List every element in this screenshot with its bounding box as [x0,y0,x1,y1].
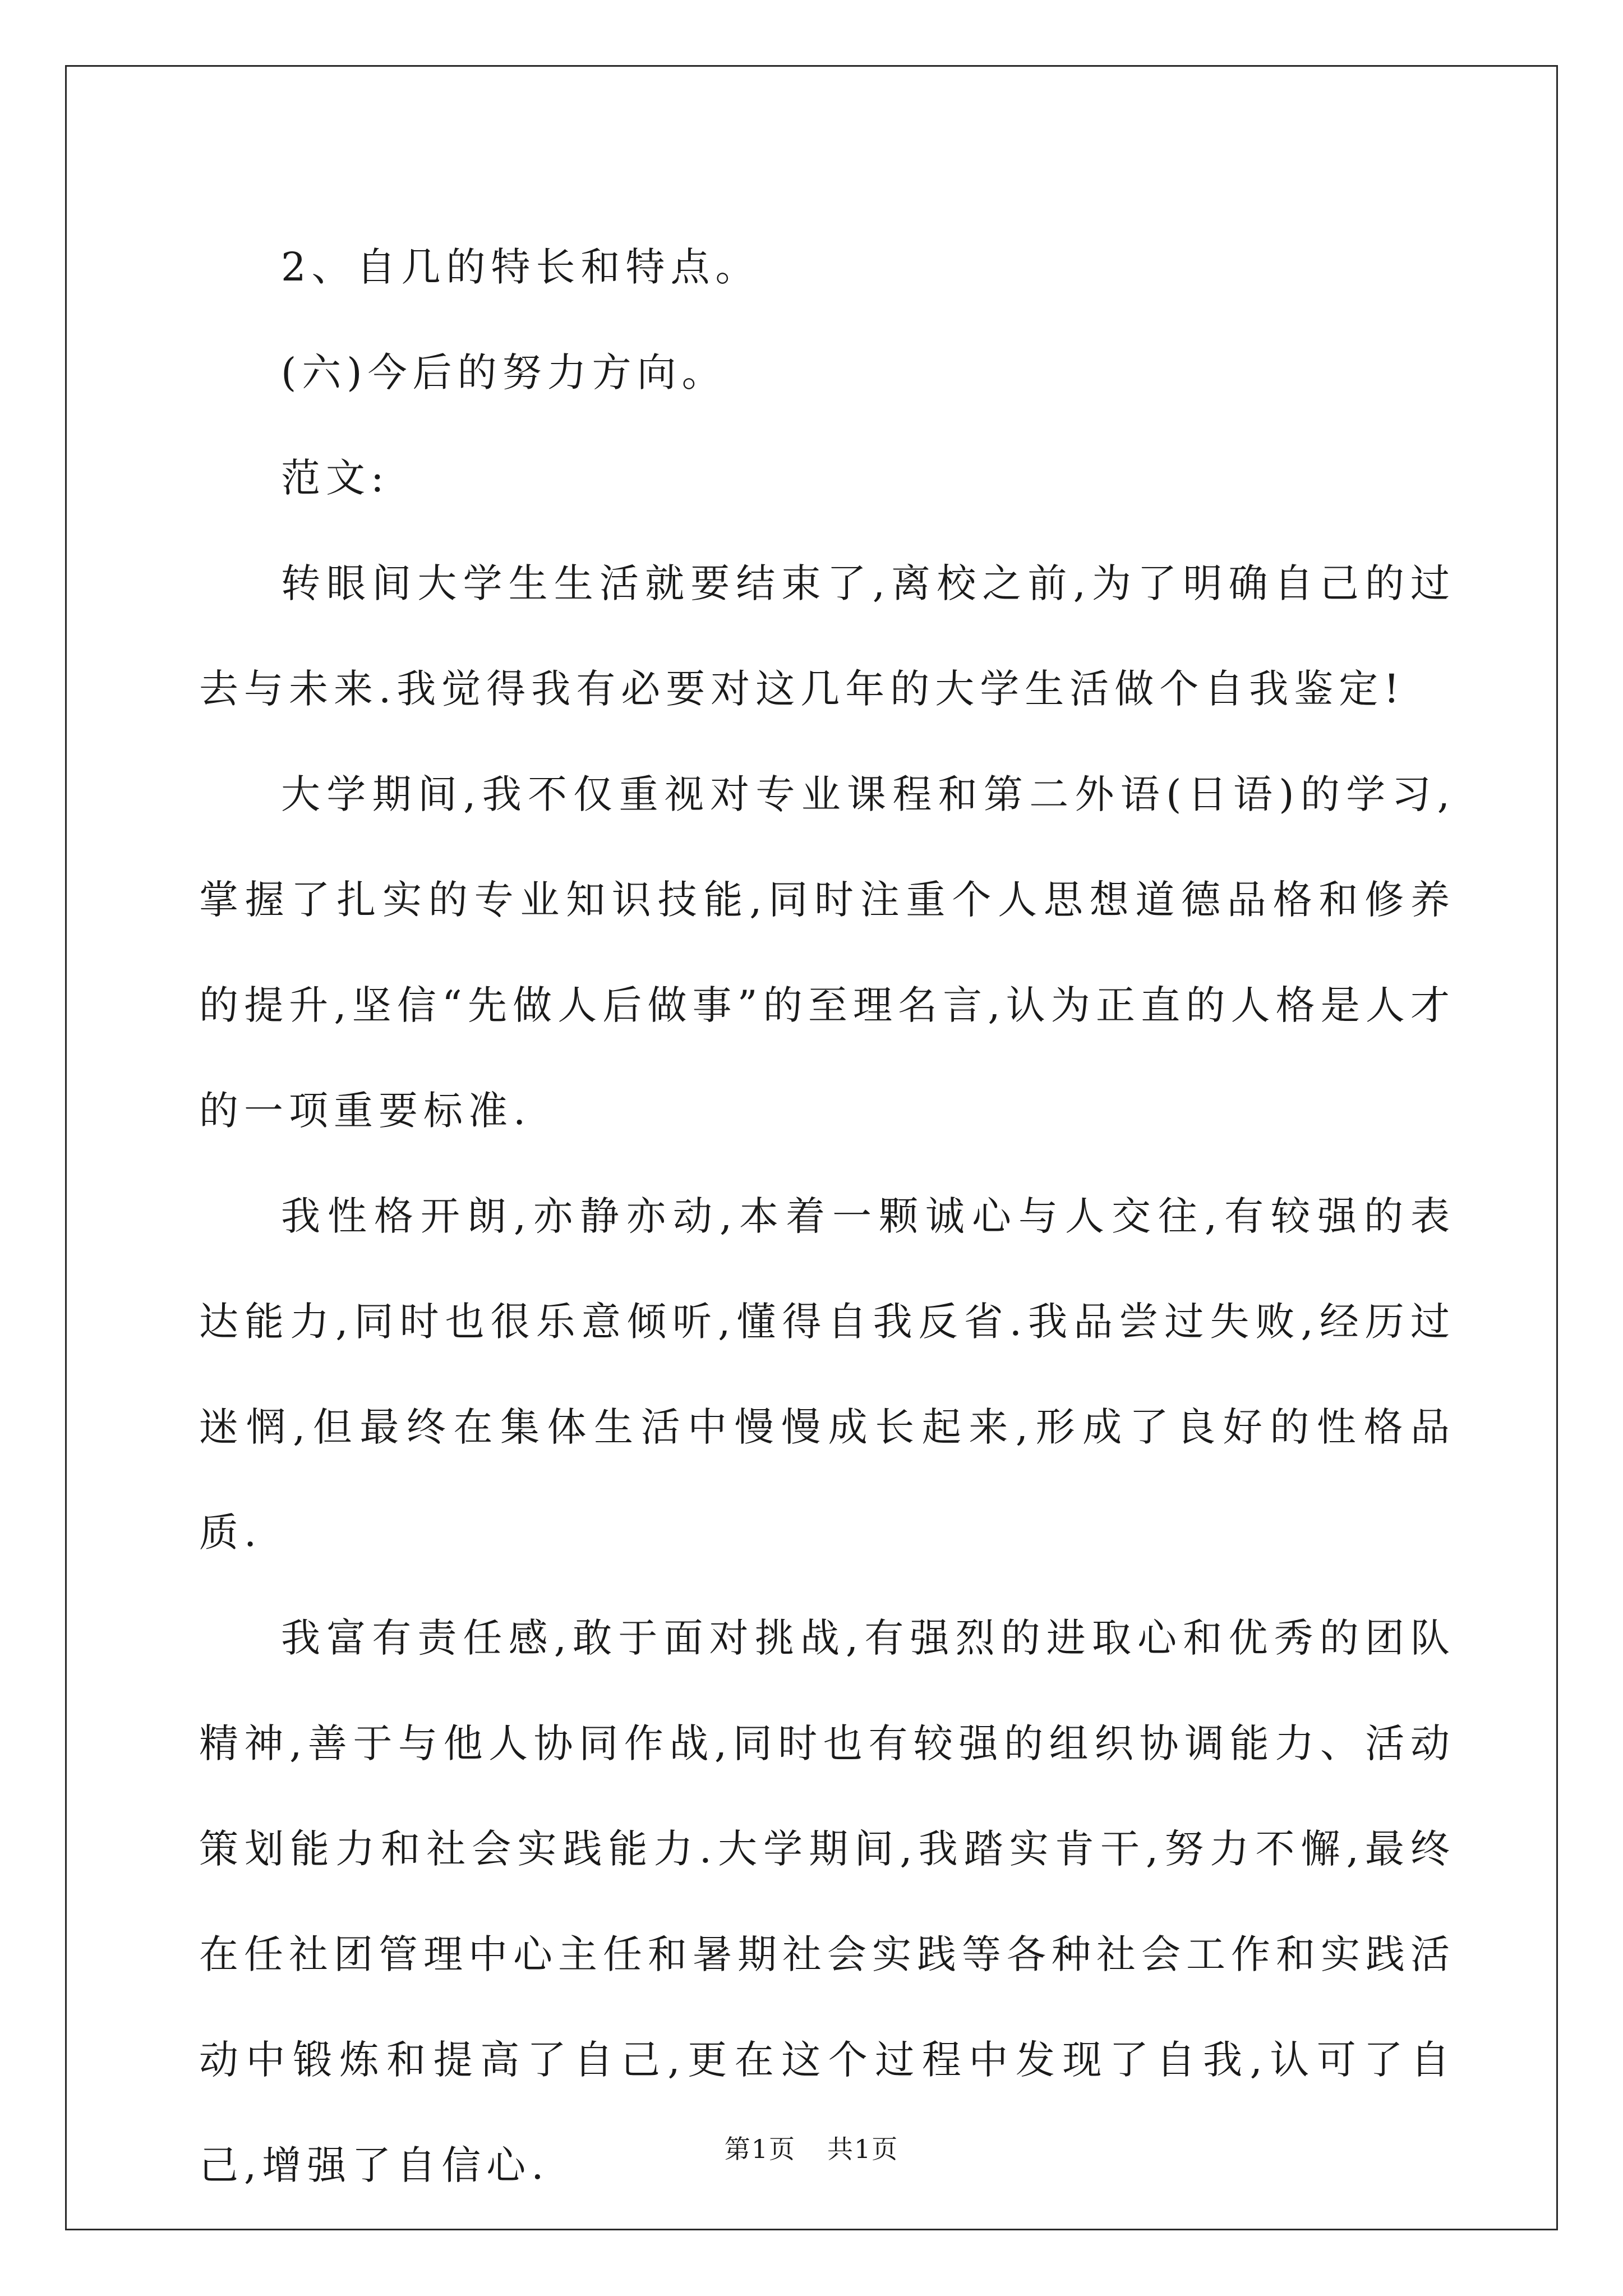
page-total: 共1页 [827,2134,899,2164]
paragraph-sample-heading: 范文: [281,455,390,501]
paragraph-responsibility: 我富有责任感,敢于面对挑战,有强烈的进取心和优秀的团队精神,善于与他人协同作战,同时也有较强的组织协调能力、活动策划能力和社会实践能力.大学期间,我踏实肯干,努力不懈,最终在任社团管理中心主任和暑期社会实践等各种社会工作和实践活动中锻炼和提高了自己,更在这个过程中发现了自我,认可了自己,增强了自信心. [199,1615,1455,2188]
document-body [199,214,1455,2218]
paragraph-personality: 我性格开朗,亦静亦动,本着一颗诚心与人交往,有较强的表达能力,同时也很乐意倾听,懂得自我反省.我品尝过失败,经历过迷惘,但最终在集体生活中慢慢成长起来,形成了良好的性格品质. [199,1193,1455,1556]
paragraph-strengths: 2、自几的特长和特点。 [281,244,760,290]
paragraph-intro: 转眼间大学生生活就要结束了,离校之前,为了明确自己的过去与未来.我觉得我有必要对这几年的大学生活做个自我鉴定! [199,560,1455,712]
paragraph-study: 大学期间,我不仅重视对专业课程和第二外语(日语)的学习,掌握了扎实的专业知识技能,同时注重个人思想道德品格和修养的提升,坚信“先做人后做事”的至理名言,认为正直的人格是人才的一项重要标准. [199,771,1455,1134]
page-number: 第1页 [724,2134,796,2164]
page-footer [0,2129,1623,2166]
paragraph-future-direction: (六)今后的努力方向。 [281,349,727,395]
